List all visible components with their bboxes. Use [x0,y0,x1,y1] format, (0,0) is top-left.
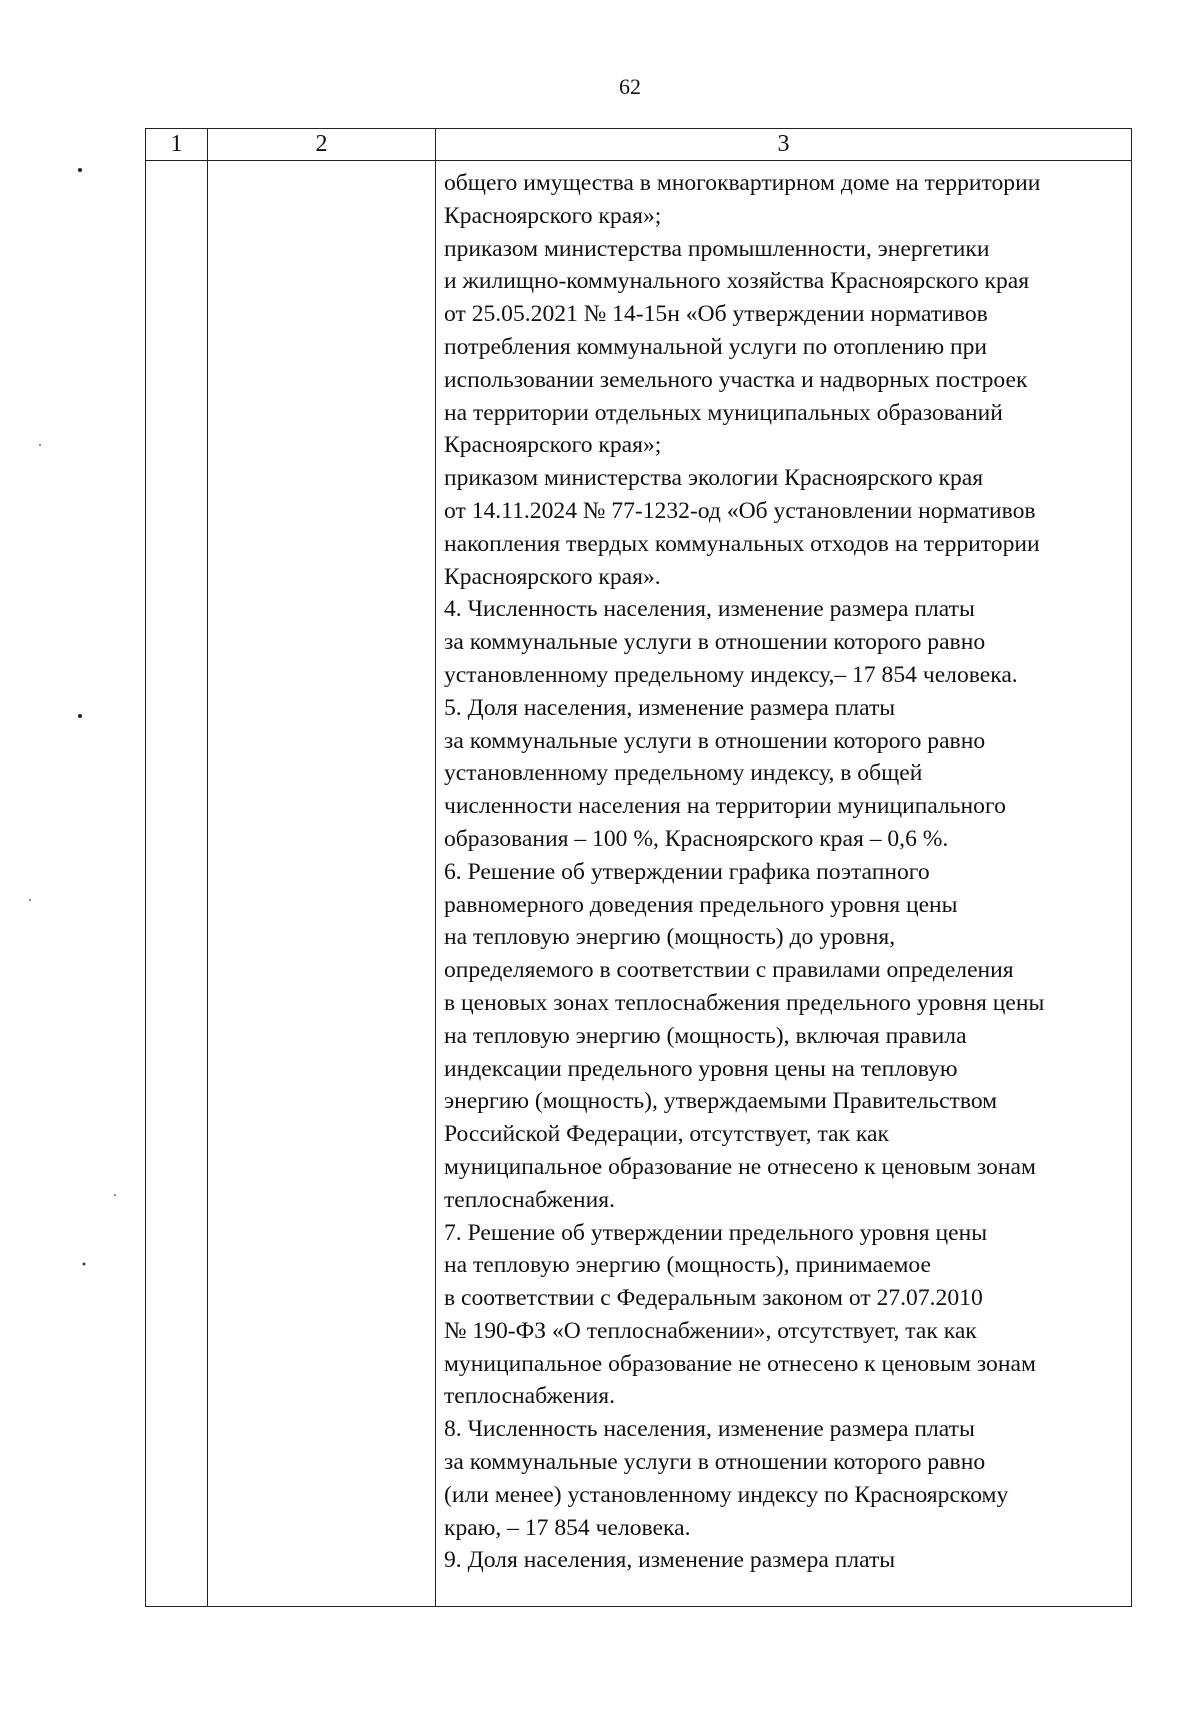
column-header-1: 1 [146,129,208,161]
text-line: 9. Доля населения, изменение размера платы [444,1547,896,1574]
text-line: № 190-ФЗ «О теплоснабжении», отсутствует, так как [444,1317,977,1344]
text-line: 8. Численность населения, изменение размера платы [444,1416,975,1443]
text-line: 7. Решение об утверждении предельного уровня цены [444,1219,988,1246]
column-3-cell [436,161,1132,1607]
text-line: в ценовых зонах теплоснабжения предельного уровня цены [444,989,1045,1016]
text-line: 5. Доля населения, изменение размера платы [444,694,896,721]
table-row [146,161,1132,1607]
text-line: 4. Численность населения, изменение размера платы [444,596,975,623]
text-line: установленному предельному индексу,– 17 854 человека. [444,661,1018,688]
text-line: приказом министерства экологии Красноярского края [444,465,984,492]
text-line: в соответствии с Федеральным законом от 27.07.2010 [444,1285,983,1312]
text-line: установленному предельному индексу, в общей [444,760,923,787]
text-line: потребления коммунальной услуги по отоплению при [444,333,988,360]
text-line: энергию (мощность), утверждаемыми Правительством [444,1088,998,1115]
text-line: общего имущества в многоквартирном доме на территории [444,170,1041,196]
document-table [145,128,1132,1607]
text-line: за коммунальные услуги в отношении которого равно [444,629,986,656]
column-1-cell [146,161,208,1607]
text-line: приказом министерства промышленности, энергетики [444,235,990,262]
text-line: на тепловую энергию (мощность) до уровня, [444,924,896,951]
text-line: за коммунальные услуги в отношении которого равно [444,727,986,754]
text-line: Красноярского края»; [444,202,662,229]
text-line: от 14.11.2024 № 77-1232-од «Об установлении нормативов [444,497,1036,524]
text-line: Российской Федерации, отсутствует, так как [444,1121,889,1148]
text-line: краю, – 17 854 человека. [444,1514,691,1541]
text-line: муниципальное образование не отнесено к ценовым зонам [444,1153,1036,1180]
column-3-text [436,161,1131,1577]
page-number: 62 [619,74,641,99]
text-line: определяемого в соответствии с правилами определения [444,957,1014,984]
text-line: от 25.05.2021 № 14-15н «Об утверждении нормативов [444,301,988,328]
column-2-cell [208,161,436,1607]
text-line: накопления твердых коммунальных отходов на территории [444,530,1040,557]
text-line: численности населения на территории муниципального [444,793,1006,820]
text-line: за коммунальные услуги в отношении которого равно [444,1449,986,1476]
text-line: на тепловую энергию (мощность), включая правила [444,1022,967,1049]
text-line: на тепловую энергию (мощность), принимаемое [444,1252,931,1279]
text-line: индексации предельного уровня цены на тепловую [444,1055,958,1082]
text-line: равномерного доведения предельного уровня цены [444,891,958,918]
text-line: на территории отдельных муниципальных образований [444,399,1003,426]
text-line: теплоснабжения. [444,1186,616,1213]
text-line: образования – 100 %, Красноярского края – 0,6 %. [444,825,949,852]
text-line: Красноярского края»; [444,432,662,459]
column-header-3: 3 [436,129,1132,161]
text-line: муниципальное образование не отнесено к ценовым зонам [444,1350,1036,1377]
text-line: (или менее) установленному индексу по Красноярскому [444,1481,1009,1508]
table-header-row [146,129,1132,161]
text-line: 6. Решение об утверждении графика поэтапного [444,858,930,885]
text-line: использовании земельного участка и надворных построек [444,366,1028,393]
text-line: и жилищно-коммунального хозяйства Красноярского края [444,268,1030,295]
text-line: теплоснабжения. [444,1383,616,1410]
text-line: Красноярского края». [444,563,661,590]
column-header-2: 2 [208,129,436,161]
